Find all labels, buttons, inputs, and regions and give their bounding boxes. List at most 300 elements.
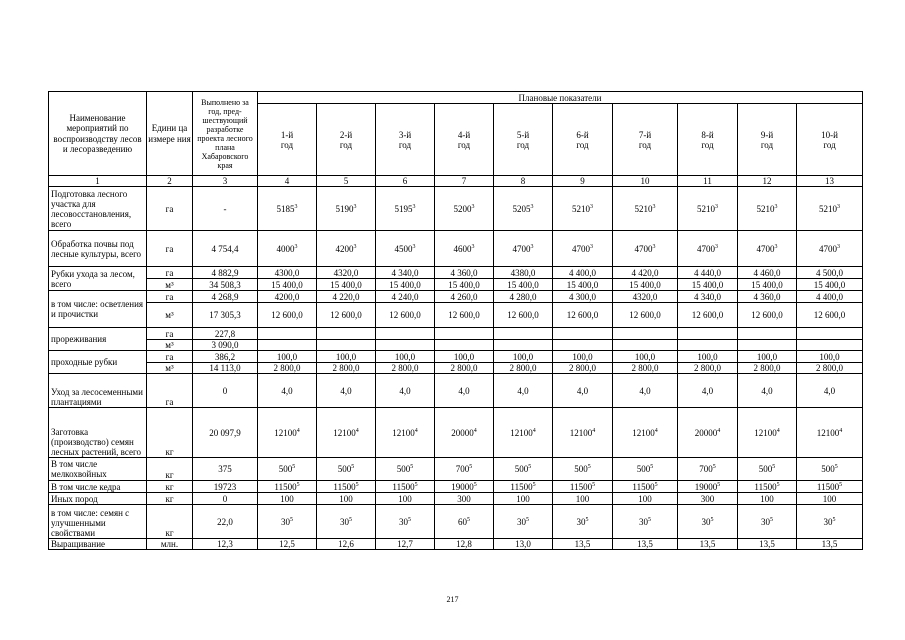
footnote-mark: 3	[471, 203, 475, 210]
table-row	[49, 328, 863, 340]
plan-value	[613, 363, 678, 374]
plan-value	[738, 539, 797, 550]
plan-value-text: 11500	[816, 481, 840, 492]
plan-value	[613, 481, 678, 493]
plan-value-text: 13,0	[515, 539, 531, 549]
plan-value-text: 500	[514, 464, 529, 474]
plan-value-text: 100,0	[756, 351, 778, 362]
plan-value	[797, 493, 863, 505]
plan-value	[376, 328, 435, 340]
footnote-mark: 3	[412, 203, 416, 210]
plan-value	[678, 408, 738, 458]
plan-value	[678, 505, 738, 539]
footnote-mark: 5	[290, 516, 293, 523]
plan-value	[613, 187, 678, 231]
plan-value-text: 100,0	[453, 351, 475, 362]
plan-value-text: 20000	[694, 427, 718, 438]
plan-value	[258, 340, 317, 351]
plan-value-text: 15 400,0	[448, 279, 480, 290]
plan-value	[738, 493, 797, 505]
row-name: в том числе: семян с улучшенными свойствами	[49, 505, 147, 539]
plan-value-text: 15 400,0	[629, 279, 661, 290]
plan-value	[258, 291, 317, 303]
plan-value-text: 30	[517, 516, 526, 527]
plan-value-text: 100,0	[572, 351, 593, 362]
plan-value-text: 2 800,0	[509, 363, 537, 373]
plan-value-text: 500	[574, 464, 588, 474]
column-number: 4	[258, 176, 317, 187]
plan-value-text: 500	[821, 464, 835, 474]
plan-value	[553, 187, 613, 231]
plan-value	[553, 363, 613, 374]
table-row	[49, 279, 863, 291]
plan-value-text: 12 600,0	[813, 310, 846, 320]
plan-value	[317, 493, 376, 505]
row-name: прореживания	[49, 328, 147, 351]
footnote-mark: 4	[717, 427, 721, 434]
header-unit: Едини ца измере ния	[147, 92, 193, 176]
plan-value	[376, 539, 435, 550]
plan-value	[797, 363, 863, 374]
plan-value-text: 13,5	[821, 539, 838, 549]
plan-value-text: 30	[639, 516, 648, 527]
footnote-mark: 4	[839, 427, 843, 434]
plan-value-text: 11500	[333, 481, 356, 492]
footnote-mark: 3	[590, 203, 593, 210]
plan-value-text: 30	[823, 516, 833, 527]
plan-value	[317, 231, 376, 267]
plan-value	[797, 408, 863, 458]
footnote-mark: 5	[349, 516, 352, 523]
plan-value-text: 4,0	[340, 385, 352, 396]
plan-value	[258, 267, 317, 279]
row-name: Уход за лесосеменными плантациями	[49, 374, 147, 408]
plan-value	[678, 231, 738, 267]
plan-value-text: 11500	[754, 481, 777, 492]
plan-value-text: 4200	[335, 243, 354, 254]
plan-value-text: 11500	[510, 481, 533, 492]
plan-value-text: 4300,0	[274, 267, 300, 278]
plan-value	[613, 408, 678, 458]
plan-value	[435, 458, 494, 481]
header-year: 6-й год	[553, 104, 613, 176]
plan-value-text: 4320,0	[632, 291, 658, 302]
plan-value	[738, 231, 797, 267]
plan-value	[553, 291, 613, 303]
footnote-mark: 3	[471, 243, 475, 250]
table-row	[49, 458, 863, 481]
plan-value-text: 4,0	[639, 385, 651, 396]
plan-value	[376, 493, 435, 505]
plan-value	[317, 340, 376, 351]
footnote-mark: 5	[410, 464, 414, 470]
plan-value-text: 13,5	[637, 539, 653, 549]
column-number: 7	[435, 176, 494, 187]
row-unit: га	[147, 267, 193, 279]
plan-value	[738, 351, 797, 363]
header-year: 3-й год	[376, 104, 435, 176]
plan-value	[494, 231, 553, 267]
plan-value-text: 4,0	[761, 385, 773, 396]
plan-value	[435, 279, 494, 291]
column-number: 3	[193, 176, 258, 187]
footnote-mark: 5	[654, 481, 658, 488]
plan-value-text: 4 280,0	[509, 291, 537, 302]
plan-value	[678, 481, 738, 493]
table-row	[49, 408, 863, 458]
plan-value	[797, 539, 863, 550]
footnote-mark: 5	[648, 516, 651, 523]
plan-value	[553, 374, 613, 408]
plan-value-text: 12 600,0	[271, 310, 303, 320]
plan-value	[435, 328, 494, 340]
plan-value	[678, 328, 738, 340]
plan-value-text: 30	[761, 516, 770, 527]
footnote-mark: 5	[467, 516, 470, 523]
plan-value	[553, 328, 613, 340]
table-row	[49, 539, 863, 550]
plan-value-text: 4500	[394, 243, 413, 254]
plan-value-text: 4 300,0	[569, 291, 596, 302]
column-number: 12	[738, 176, 797, 187]
plan-value-text: 500	[337, 464, 352, 474]
plan-value	[376, 303, 435, 328]
plan-value	[494, 408, 553, 458]
plan-value-text: 5210	[819, 203, 837, 214]
plan-value	[738, 408, 797, 458]
footnote-mark: 5	[355, 481, 359, 488]
footnote-mark: 3	[837, 243, 840, 250]
plan-value	[258, 187, 317, 231]
plan-value	[494, 505, 553, 539]
plan-value-text: 5205	[512, 203, 531, 214]
row-done-value: 14 113,0	[193, 363, 258, 374]
row-unit: кг	[147, 493, 193, 505]
plan-value	[494, 539, 553, 550]
plan-value	[376, 291, 435, 303]
plan-value	[553, 408, 613, 458]
row-unit: га	[147, 291, 193, 303]
footnote-mark: 3	[530, 243, 534, 250]
plan-value-text: 2 800,0	[332, 363, 360, 373]
plan-value-text: 2 800,0	[753, 363, 781, 373]
plan-value	[317, 539, 376, 550]
plan-value-text: 2 800,0	[631, 363, 659, 373]
row-name: Выращивание	[49, 539, 147, 550]
row-unit: га	[147, 231, 193, 267]
plan-value	[738, 363, 797, 374]
row-name: в том числе: осветления и прочистки	[49, 291, 147, 328]
plan-value	[553, 340, 613, 351]
plan-value-text: 13,5	[759, 539, 775, 549]
plan-value-text: 4,0	[576, 385, 589, 396]
plan-value	[678, 303, 738, 328]
plan-value-text: 60	[458, 516, 467, 527]
plan-value	[738, 279, 797, 291]
plan-value-text: 4 500,0	[816, 267, 843, 278]
header-name: Наименование мероприятий по воспроизводству лесов и лесоразведению	[49, 92, 147, 176]
plan-value-text: 12,7	[397, 539, 413, 549]
plan-value	[678, 291, 738, 303]
plan-value	[678, 351, 738, 363]
plan-value-text: 30	[399, 516, 408, 527]
table-row	[49, 187, 863, 231]
plan-value	[797, 340, 863, 351]
plan-value-text: 12100	[392, 427, 415, 438]
plan-value-text: 4 420,0	[631, 267, 659, 278]
plan-value	[435, 408, 494, 458]
plan-value	[797, 458, 863, 481]
plan-value	[797, 187, 863, 231]
plan-value	[376, 187, 435, 231]
plan-value-text: 100	[339, 493, 353, 504]
footnote-mark: 5	[710, 516, 714, 523]
row-done-value: -	[193, 187, 258, 231]
plan-value-text: 12 600,0	[330, 310, 362, 320]
plan-value-text: 4700	[634, 243, 653, 254]
plan-value	[258, 493, 317, 505]
plan-value	[435, 303, 494, 328]
plan-value	[376, 279, 435, 291]
footnote-mark: 5	[296, 481, 300, 488]
plan-value-text: 12 600,0	[507, 310, 539, 320]
plan-value	[258, 374, 317, 408]
footnote-mark: 5	[528, 464, 532, 470]
plan-value	[738, 303, 797, 328]
table-row	[49, 493, 863, 505]
plan-value-text: 5190	[335, 203, 354, 214]
row-name: Обработка почвы под лесные культуры, всего	[49, 231, 147, 267]
plan-value	[317, 279, 376, 291]
plan-value-text: 100,0	[697, 351, 718, 362]
column-number: 13	[797, 176, 863, 187]
footnote-mark: 4	[776, 427, 780, 434]
footnote-mark: 5	[292, 464, 296, 470]
footnote-mark: 4	[414, 427, 418, 434]
row-done-value: 17 305,3	[193, 303, 258, 328]
plan-value	[494, 481, 553, 493]
plan-value	[435, 481, 494, 493]
plan-value-text: 100,0	[512, 351, 534, 362]
plan-value-text: 15 400,0	[330, 279, 362, 290]
plan-value	[613, 539, 678, 550]
plan-value-text: 4 400,0	[569, 267, 596, 278]
plan-value-text: 11500	[569, 481, 593, 492]
row-done-value: 4 268,9	[193, 291, 258, 303]
plan-value-text: 4,0	[701, 385, 714, 396]
header-year: 10-й год	[797, 104, 863, 176]
plan-value-text: 500	[636, 464, 651, 474]
plan-value-text: 15 400,0	[751, 279, 783, 290]
plan-value	[738, 340, 797, 351]
plan-value-text: 15 400,0	[507, 279, 539, 290]
plan-value	[258, 303, 317, 328]
plan-value	[258, 363, 317, 374]
plan-value	[435, 493, 494, 505]
plan-value-text: 12 600,0	[448, 310, 480, 320]
row-done-value: 375	[193, 458, 258, 481]
plan-value	[376, 505, 435, 539]
plan-value-text: 2 800,0	[273, 363, 301, 373]
plan-value	[613, 351, 678, 363]
plan-value-text: 12 600,0	[566, 310, 599, 320]
plan-value	[553, 505, 613, 539]
plan-value-text: 100,0	[819, 351, 840, 362]
footnote-mark: 5	[834, 464, 838, 470]
plan-value	[317, 328, 376, 340]
footnote-mark: 3	[774, 203, 778, 210]
plan-value	[376, 231, 435, 267]
plan-value	[435, 505, 494, 539]
plan-value	[797, 267, 863, 279]
plan-value	[317, 374, 376, 408]
plan-value	[678, 458, 738, 481]
plan-value	[435, 231, 494, 267]
footnote-mark: 4	[532, 427, 536, 434]
plan-value-text: 2 800,0	[391, 363, 419, 373]
plan-value	[435, 267, 494, 279]
footnote-mark: 5	[585, 516, 589, 523]
plan-value-text: 12 600,0	[389, 310, 421, 320]
row-unit: га	[147, 351, 193, 363]
plan-value-text: 11500	[274, 481, 297, 492]
plan-value	[553, 231, 613, 267]
row-done-value: 0	[193, 374, 258, 408]
plan-value	[258, 328, 317, 340]
plan-value	[494, 351, 553, 363]
plan-value-text: 100,0	[394, 351, 416, 362]
plan-value	[258, 351, 317, 363]
plan-value	[258, 408, 317, 458]
plan-value	[678, 187, 738, 231]
plan-value	[797, 328, 863, 340]
plan-value-text: 12100	[274, 427, 297, 438]
column-number: 6	[376, 176, 435, 187]
footnote-mark: 4	[473, 427, 477, 434]
row-done-value: 4 754,4	[193, 231, 258, 267]
column-number: 8	[494, 176, 553, 187]
plan-value	[797, 351, 863, 363]
plan-value	[317, 291, 376, 303]
plan-value	[797, 505, 863, 539]
plan-value-text: 4 460,0	[753, 267, 781, 278]
footnote-mark: 4	[654, 427, 658, 434]
footnote-mark: 3	[294, 203, 298, 210]
row-unit: м³	[147, 303, 193, 328]
plan-value-text: 5210	[572, 203, 590, 214]
plan-value-text: 19000	[451, 481, 474, 492]
plan-value-text: 4,0	[458, 385, 470, 396]
plan-value	[678, 539, 738, 550]
plan-value-text: 4,0	[399, 385, 411, 396]
column-number: 2	[147, 176, 193, 187]
plan-value-text: 2 800,0	[816, 363, 843, 373]
plan-value	[376, 267, 435, 279]
plan-value	[376, 340, 435, 351]
plan-value	[797, 231, 863, 267]
plan-value-text: 500	[278, 464, 293, 474]
plan-value	[797, 303, 863, 328]
row-done-value: 19723	[193, 481, 258, 493]
plan-value	[738, 328, 797, 340]
plan-value	[738, 187, 797, 231]
plan-value	[435, 187, 494, 231]
plan-value	[317, 363, 376, 374]
plan-value-text: 4 360,0	[753, 291, 781, 302]
plan-value-text: 12 600,0	[691, 310, 724, 320]
plan-value	[258, 539, 317, 550]
row-done-value: 20 097,9	[193, 408, 258, 458]
header-plan: Плановые показатели	[258, 92, 863, 104]
plan-value-text: 100,0	[335, 351, 357, 362]
plan-value-text: 4700	[572, 243, 590, 254]
plan-value-text: 500	[396, 464, 411, 474]
table-row	[49, 340, 863, 351]
plan-value-text: 5200	[453, 203, 472, 214]
plan-value-text: 4700	[512, 243, 531, 254]
plan-value	[258, 481, 317, 493]
plan-value-text: 4 260,0	[450, 291, 478, 302]
plan-value-text: 4,0	[823, 385, 836, 396]
column-number: 9	[553, 176, 613, 187]
plan-value-text: 4 340,0	[694, 291, 721, 302]
plan-value	[553, 458, 613, 481]
plan-value	[613, 303, 678, 328]
plan-value	[613, 505, 678, 539]
plan-value-text: 12,8	[456, 539, 472, 549]
plan-value-text: 11500	[632, 481, 655, 492]
plan-value	[797, 374, 863, 408]
header-year: 2-й год	[317, 104, 376, 176]
plan-value	[317, 458, 376, 481]
plan-value-text: 100	[760, 493, 774, 504]
plan-value-text: 12100	[632, 427, 655, 438]
plan-value-text: 100	[575, 493, 590, 504]
plan-value	[435, 363, 494, 374]
footnote-mark: 3	[353, 243, 357, 250]
plan-value-text: 4 440,0	[694, 267, 721, 278]
footnote-mark: 5	[351, 464, 355, 470]
plan-value-text: 4 360,0	[450, 267, 478, 278]
plan-value-text: 13,5	[699, 539, 716, 549]
footnote-mark: 5	[770, 516, 773, 523]
plan-value-text: 12,6	[338, 539, 354, 549]
plan-value-text: 30	[281, 516, 290, 527]
page-number: 217	[446, 595, 459, 604]
plan-value	[317, 481, 376, 493]
footnote-mark: 5	[772, 464, 776, 470]
plan-value-text: 700	[455, 464, 470, 474]
forest-plan-table	[48, 91, 863, 550]
plan-value	[613, 340, 678, 351]
plan-value-text: 2 800,0	[569, 363, 596, 373]
plan-value	[376, 481, 435, 493]
row-unit: млн.	[147, 539, 193, 550]
plan-value-text: 4 340,0	[391, 267, 419, 278]
table-row	[49, 351, 863, 363]
plan-value	[797, 481, 863, 493]
plan-value-text: 300	[457, 493, 471, 504]
plan-value-text: 5185	[276, 203, 295, 214]
plan-value	[494, 458, 553, 481]
plan-value-text: 15 400,0	[271, 279, 303, 290]
plan-value	[435, 340, 494, 351]
plan-value	[553, 539, 613, 550]
plan-value	[613, 291, 678, 303]
plan-value-text: 4,0	[281, 385, 293, 396]
plan-value-text: 5195	[394, 203, 413, 214]
plan-value-text: 100	[638, 493, 652, 504]
